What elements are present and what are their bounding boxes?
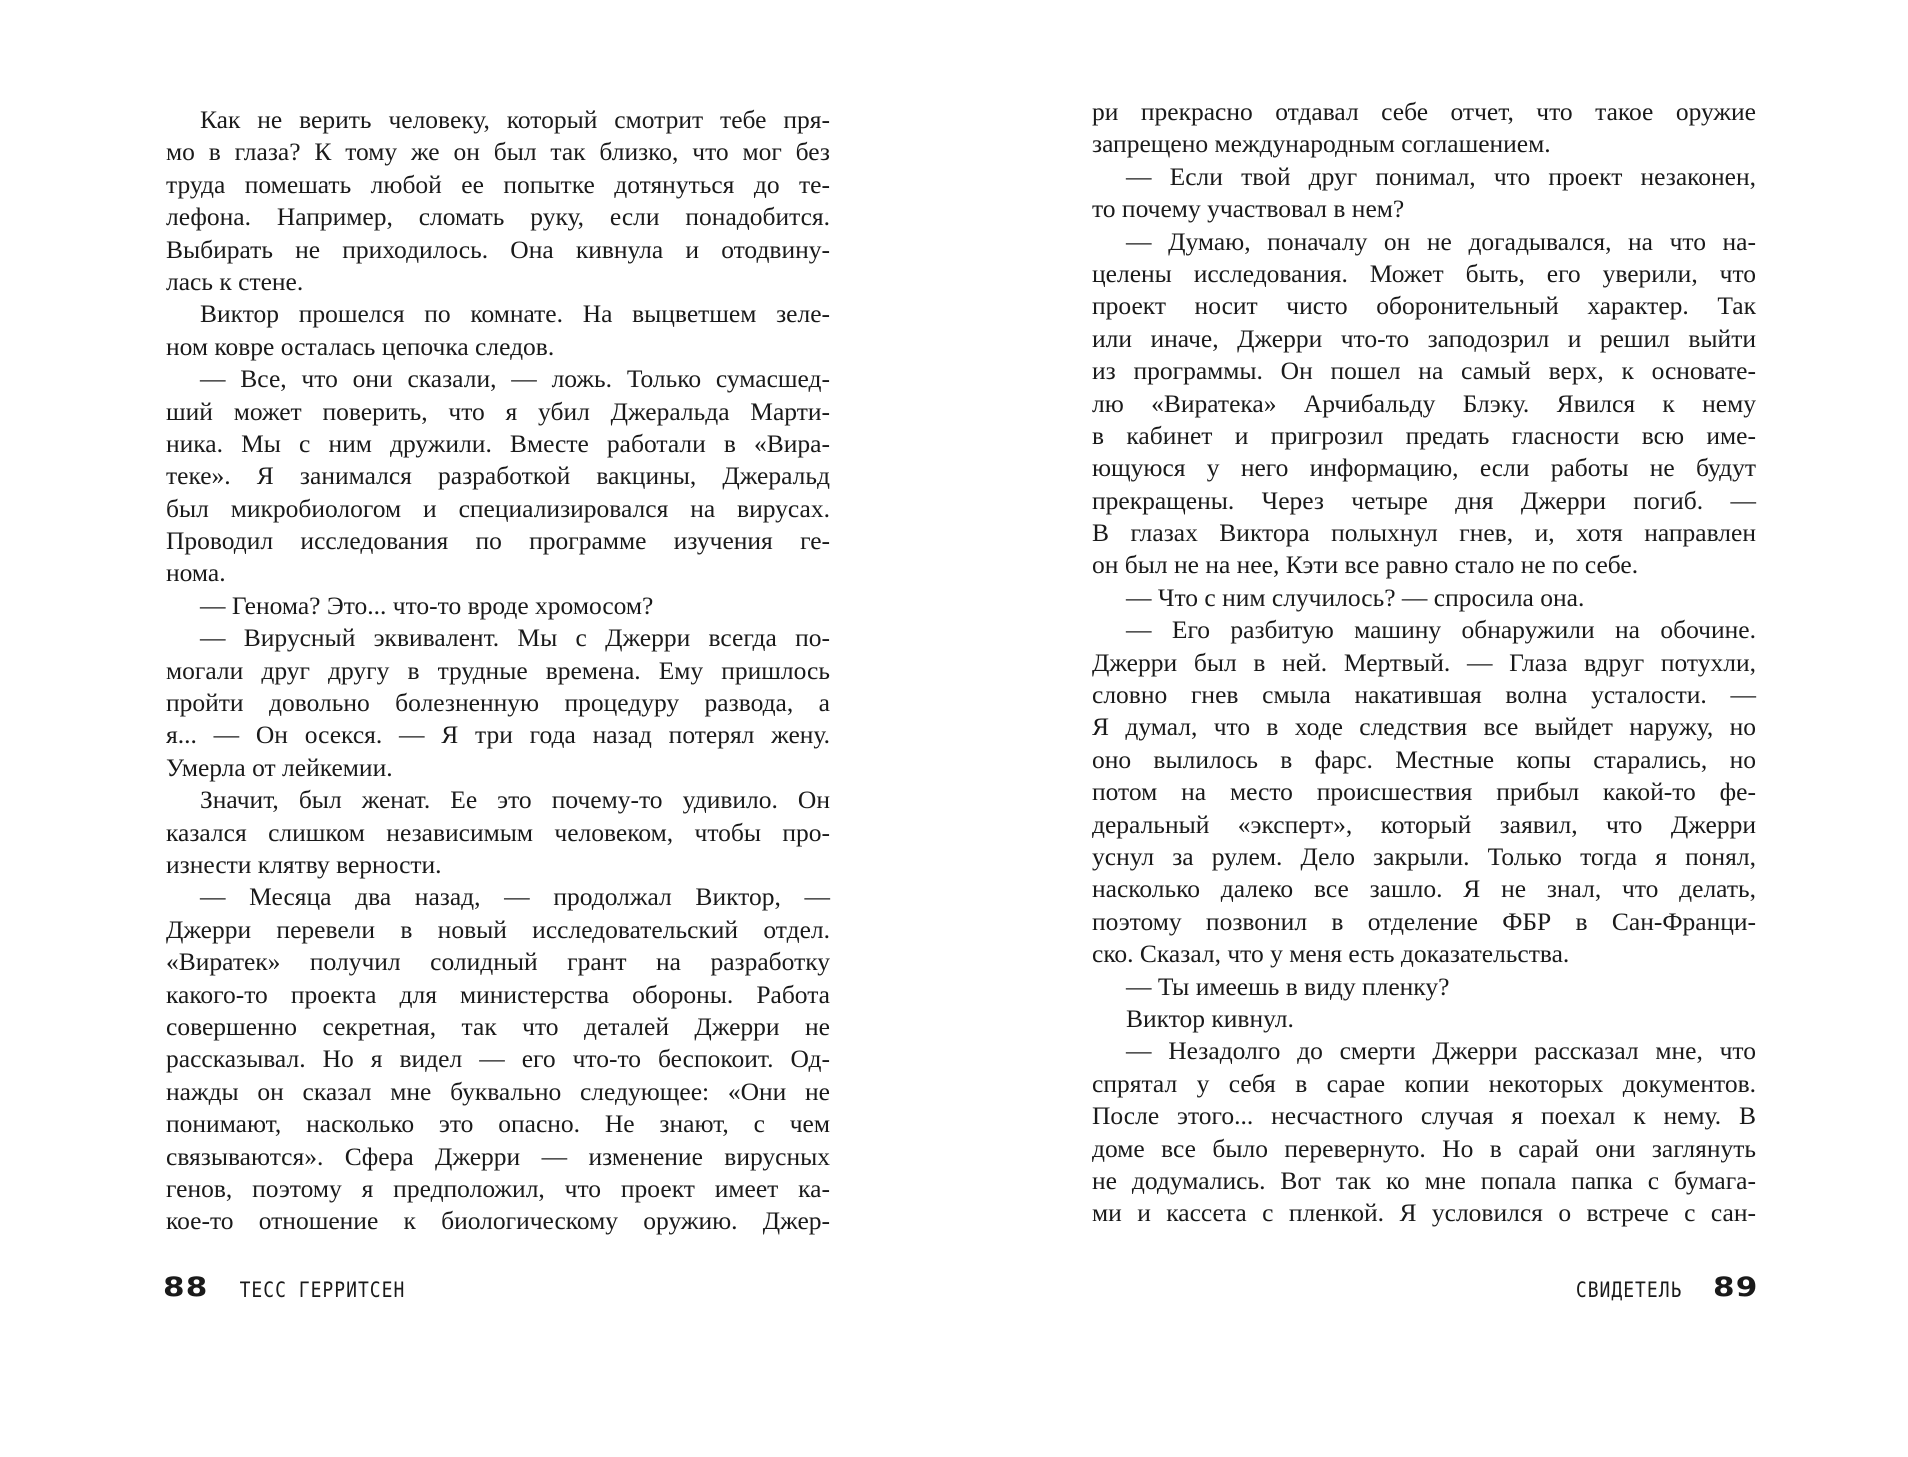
text-line: ющуюся у него информацию, если работы не будут xyxy=(1092,453,1756,483)
text-line: пройти довольно болезненную процедуру развода, а xyxy=(166,688,830,718)
text-line: — Генома? Это... что-то вроде хромосом? xyxy=(200,590,654,620)
text-line: уснул за рулем. Дело закрыли. Только тогда я понял, xyxy=(1092,841,1756,871)
right-page-footer xyxy=(1575,1272,1759,1304)
text-line: казался слишком независимым человеком, чтобы про- xyxy=(166,817,830,847)
text-line: теке». Я занимался разработкой вакцины, Джеральд xyxy=(166,461,830,491)
text-line: лефона. Например, сломать руку, если понадобится. xyxy=(166,202,830,232)
text-line: насколько далеко все зашло. Я не знал, что делать, xyxy=(1092,874,1756,904)
text-line: В глазах Виктора полыхнул гнев, и, хотя направлен xyxy=(1092,518,1756,548)
page-number: 89 xyxy=(1713,1272,1759,1303)
text-line: — Ты имеешь в виду пленку? xyxy=(1126,971,1450,1001)
text-line: не додумались. Вот так ко мне попала папка с бумага- xyxy=(1092,1165,1756,1195)
text-line: оно вылилось в фарс. Местные копы старались, но xyxy=(1092,744,1756,774)
text-line: то почему участвовал в нем? xyxy=(1092,194,1405,224)
text-line: из программы. Он пошел на самый верх, к основате- xyxy=(1092,356,1756,386)
text-line: Джерри перевели в новый исследовательский отдел. xyxy=(166,914,830,944)
right-page-text xyxy=(1092,96,1756,1230)
text-line: ший может поверить, что я убил Джеральда Марти- xyxy=(166,396,830,426)
text-line: поэтому позвонил в отделение ФБР в Сан-Франци- xyxy=(1092,906,1756,936)
text-line: Выбирать не приходилось. Она кивнула и отодвину- xyxy=(166,234,830,264)
text-line: — Месяца два назад, — продолжал Виктор, — xyxy=(200,882,830,912)
left-page-footer xyxy=(163,1272,406,1304)
text-line: лась к стене. xyxy=(166,266,304,296)
text-line: кое-то отношение к биологическому оружию. Джер- xyxy=(166,1206,830,1236)
text-line: понимают, насколько это опасно. Не знают, с чем xyxy=(166,1109,830,1139)
text-line: Виктор прошелся по комнате. На выцветшем зеле- xyxy=(200,299,830,329)
text-line: — Думаю, поначалу он не догадывался, на что на- xyxy=(1126,226,1756,256)
text-line: я... — Он осекся. — Я три года назад потерял жену. xyxy=(166,720,830,750)
page-number: 88 xyxy=(163,1272,209,1303)
text-line: Как не верить человеку, который смотрит тебе пря- xyxy=(200,105,830,134)
text-line: «Виратек» получил солидный грант на разработку xyxy=(166,947,830,977)
text-line: Умерла от лейкемии. xyxy=(166,752,393,782)
text-line: деральный «эксперт», который заявил, что Джерри xyxy=(1092,809,1756,839)
left-page-text xyxy=(166,104,830,1238)
text-line: был микробиологом и специализировался на вирусах. xyxy=(166,493,830,523)
text-line: связываются». Сфера Джерри — изменение вирусных xyxy=(166,1141,830,1171)
text-line: После этого... несчастного случая я поехал к нему. В xyxy=(1092,1101,1756,1131)
text-line: — Если твой друг понимал, что проект незаконен, xyxy=(1126,161,1756,191)
text-line: или иначе, Джерри что-то заподозрил и решил выйти xyxy=(1092,323,1756,353)
text-line: прекращены. Через четыре дня Джерри погиб. — xyxy=(1092,485,1756,515)
text-line: — Вирусный эквивалент. Мы с Джерри всегда по- xyxy=(200,623,830,653)
text-line: в кабинет и пригрозил предать гласности всю име- xyxy=(1092,420,1756,450)
text-line: Проводил исследования по программе изучения ге- xyxy=(166,526,830,556)
text-line: труда помешать любой ее попытке дотянуться до те- xyxy=(166,169,830,199)
text-line: лю «Виратека» Арчибальду Блэку. Явился к нему xyxy=(1092,388,1756,418)
text-line: генов, поэтому я предположил, что проект имеет ка- xyxy=(166,1173,830,1203)
text-line: Я думал, что в ходе следствия все выйдет наружу, но xyxy=(1092,712,1756,742)
text-line: — Незадолго до смерти Джерри рассказал мне, что xyxy=(1126,1036,1756,1066)
text-line: проект носит чисто оборонительный характер. Так xyxy=(1092,291,1756,321)
text-line: рассказывал. Но я видел — его что-то беспокоит. Од- xyxy=(166,1044,830,1074)
text-line: — Его разбитую машину обнаружили на обочине. xyxy=(1126,615,1756,645)
text-line: — Все, что они сказали, — ложь. Только сумасшед- xyxy=(200,364,830,394)
text-line: какого-то проекта для министерства обороны. Работа xyxy=(166,979,830,1009)
text-line: нажды он сказал мне буквально следующее: «Они не xyxy=(166,1076,830,1106)
text-line: совершенно секретная, так что деталей Джерри не xyxy=(166,1011,830,1041)
text-line: нома. xyxy=(166,558,226,588)
text-line: доме все было перевернуто. Но в сарай они заглянуть xyxy=(1092,1133,1756,1163)
running-head-title: СВИДЕТЕЛЬ xyxy=(1575,1277,1683,1304)
text-line: Значит, был женат. Ее это почему-то удивило. Он xyxy=(200,785,830,815)
text-line: ми и кассета с пленкой. Я условился о встрече с сан- xyxy=(1092,1198,1756,1228)
running-head-author: ТЕСС ГЕРРИТСЕН xyxy=(239,1277,406,1304)
text-line: он был не на нее, Кэти все равно стало не по себе. xyxy=(1092,550,1639,580)
text-line: запрещено международным соглашением. xyxy=(1092,129,1551,159)
text-line: мо в глаза? К тому же он был так близко, что мог без xyxy=(166,137,830,167)
text-line: ско. Сказал, что у меня есть доказательства. xyxy=(1092,939,1570,969)
text-line: словно гнев смыла накатившая волна усталости. — xyxy=(1092,680,1756,710)
text-line: изнести клятву верности. xyxy=(166,849,442,879)
text-line: спрятал у себя в сарае копии некоторых документов. xyxy=(1092,1068,1756,1098)
text-line: потом на место происшествия прибыл какой-то фе- xyxy=(1092,777,1756,807)
text-line: ном ковре осталась цепочка следов. xyxy=(166,331,555,361)
text-line: — Что с ним случилось? — спросила она. xyxy=(1126,582,1585,612)
text-line: ника. Мы с ним дружили. Вместе работали в «Вира- xyxy=(166,428,830,458)
text-line: целены исследования. Может быть, его уверили, что xyxy=(1092,258,1756,288)
text-line: Виктор кивнул. xyxy=(1126,1003,1294,1033)
text-line: могали друг другу в трудные времена. Ему пришлось xyxy=(166,655,830,685)
text-line: Джерри был в ней. Мертвый. — Глаза вдруг потухли, xyxy=(1092,647,1756,677)
text-line: ри прекрасно отдавал себе отчет, что такое оружие xyxy=(1092,97,1756,126)
